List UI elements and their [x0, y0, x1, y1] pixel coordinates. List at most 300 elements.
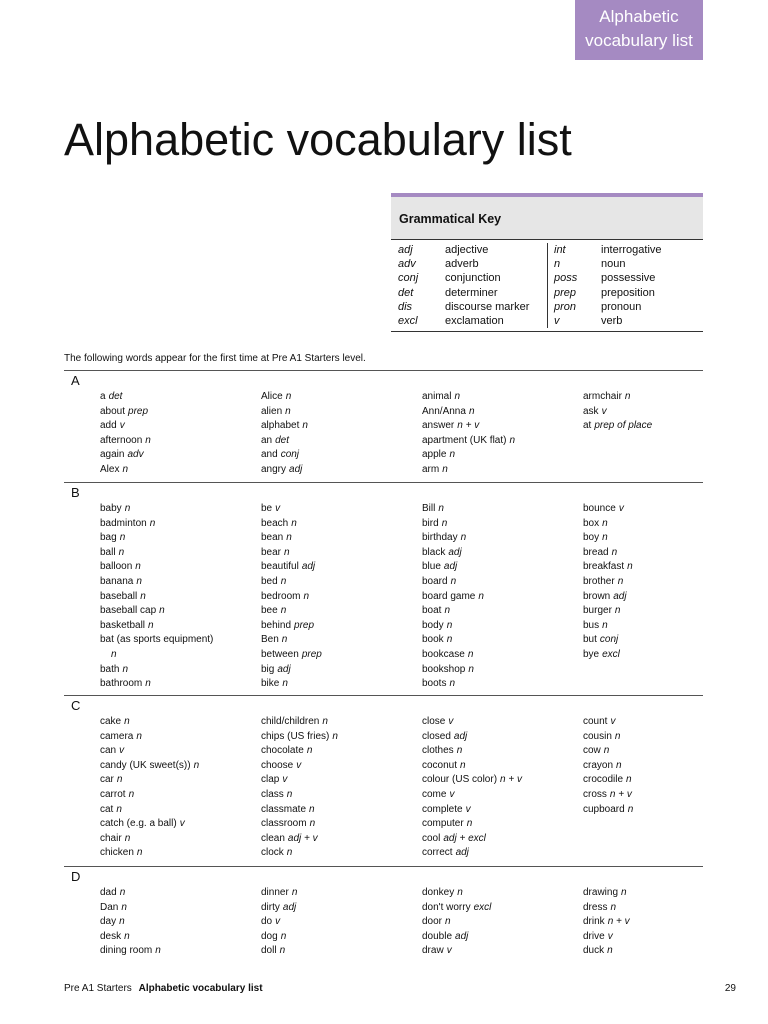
entry-word: book: [422, 634, 444, 646]
key-row: [398, 243, 547, 257]
vocabulary-entry: [422, 663, 583, 678]
vocabulary-entry: [422, 846, 583, 861]
entry-part-of-speech: n: [286, 788, 293, 800]
entry-word: banana: [100, 575, 134, 587]
entry-part-of-speech: n: [121, 901, 127, 913]
entry-part-of-speech: n: [616, 759, 622, 771]
entry-word: body: [422, 619, 444, 631]
entry-part-of-speech: n: [614, 605, 621, 617]
entry-part-of-speech: n: [148, 619, 154, 631]
entry-word: cross: [583, 788, 607, 800]
entry-word: box: [583, 517, 600, 529]
vocabulary-entry: [261, 590, 422, 605]
entry-word: ask: [583, 405, 599, 417]
entry-word: baseball cap: [100, 605, 157, 617]
entry-part-of-speech: n: [621, 887, 627, 898]
vocabulary-entry: [100, 944, 261, 959]
section-tab-line-2: vocabulary list: [585, 31, 693, 50]
entry-part-of-speech: n: [442, 463, 448, 475]
entry-word: candy (UK sweet(s)): [100, 759, 191, 771]
entry-word: be: [261, 503, 273, 514]
entry-word: bear: [261, 546, 282, 558]
entry-part-of-speech: det: [275, 434, 290, 446]
entry-word: doll: [261, 945, 277, 957]
vocabulary-entry: [100, 677, 261, 692]
vocabulary-entry: [422, 944, 583, 959]
entry-part-of-speech: n: [614, 730, 621, 742]
entry-part-of-speech: n: [279, 945, 286, 957]
entry-word: camera: [100, 730, 134, 742]
key-abbreviation: prep: [554, 286, 577, 299]
vocabulary-entry: [100, 575, 261, 590]
entry-part-of-speech: n: [124, 930, 130, 942]
vocabulary-entry: [100, 886, 261, 901]
vocabulary-entry: [261, 832, 422, 847]
vocabulary-entry: [422, 633, 583, 648]
entry-word: apartment (UK flat): [422, 434, 507, 446]
entry-part-of-speech: n: [282, 678, 288, 690]
vocabulary-entry: [422, 604, 583, 619]
entry-part-of-speech: n: [610, 901, 617, 913]
vocabulary-entry: [261, 575, 422, 590]
entry-word: car: [100, 774, 114, 786]
section-c: [64, 695, 703, 866]
vocabulary-entry: [100, 846, 261, 861]
vocabulary-entry: [422, 463, 583, 478]
key-meaning: noun: [601, 258, 626, 271]
vocabulary-entry: [422, 744, 583, 759]
key-abbreviation: det: [398, 286, 414, 299]
word-column: [422, 502, 583, 692]
entry-part-of-speech: v: [119, 745, 125, 757]
vocabulary-entry: [261, 759, 422, 774]
vocabulary-entry: [100, 915, 261, 930]
entry-word: bye: [583, 648, 600, 660]
entry-part-of-speech: n: [118, 546, 125, 558]
vocabulary-entry: [583, 730, 744, 745]
section-letter: D: [71, 869, 81, 884]
entry-part-of-speech: prep: [128, 405, 149, 417]
entry-part-of-speech: v: [607, 930, 613, 942]
entry-word: bookcase: [422, 648, 465, 660]
entry-word: board game: [422, 590, 476, 602]
vocabulary-entry: [100, 648, 261, 663]
section-letter: B: [71, 485, 80, 500]
entry-word: alphabet: [261, 420, 300, 432]
vocabulary-entry: [100, 744, 261, 759]
vocabulary-entry: [583, 546, 744, 561]
entry-part-of-speech: n: [306, 745, 313, 757]
entry-word: classroom: [261, 818, 307, 830]
vocabulary-entry: [261, 886, 422, 901]
vocabulary-entry: [583, 648, 744, 663]
vocabulary-entry: [261, 560, 422, 575]
key-abbreviation: n: [554, 258, 561, 271]
word-column: [261, 502, 422, 692]
vocabulary-entry: [422, 715, 583, 730]
word-columns: [100, 390, 744, 478]
vocabulary-entry: [422, 390, 583, 405]
vocabulary-entry: [261, 930, 422, 945]
word-column: [583, 502, 744, 692]
entry-word: bounce: [583, 503, 616, 514]
vocabulary-entry: [422, 817, 583, 832]
entry-word: dad: [100, 887, 117, 898]
vocabulary-entry: [422, 502, 583, 517]
vocabulary-entry: [261, 803, 422, 818]
vocabulary-entry: [261, 901, 422, 916]
entry-word: arm: [422, 463, 440, 475]
entry-word: alien: [261, 405, 283, 417]
entry-word: balloon: [100, 561, 133, 573]
vocabulary-entry: [422, 546, 583, 561]
vocabulary-entry: [100, 419, 261, 434]
vocabulary-entry: [583, 560, 744, 575]
entry-word: drawing: [583, 887, 619, 898]
entry-word: cupboard: [583, 803, 625, 815]
entry-word: animal: [422, 391, 452, 402]
word-column: [422, 886, 583, 959]
vocabulary-entry: [261, 434, 422, 449]
entry-part-of-speech: n: [124, 716, 130, 727]
entry-word: bag: [100, 532, 117, 544]
entry-part-of-speech: n: [286, 532, 292, 544]
key-abbreviation: adj: [398, 244, 413, 256]
entry-word: a: [100, 391, 106, 402]
entry-part-of-speech: v: [448, 716, 454, 727]
entry-word: cow: [583, 745, 601, 757]
entry-word: bee: [261, 605, 278, 617]
entry-part-of-speech: v: [179, 818, 185, 830]
section-d: [64, 866, 703, 966]
entry-part-of-speech: n: [478, 590, 484, 602]
entry-word: Ann/Anna: [422, 405, 466, 417]
entry-part-of-speech: n: [286, 847, 293, 859]
entry-part-of-speech: n: [624, 391, 631, 402]
vocabulary-entry: [100, 663, 261, 678]
key-row: [398, 314, 547, 328]
entry-part-of-speech: n: [285, 405, 291, 417]
word-column: [261, 886, 422, 959]
entry-part-of-speech: n: [603, 745, 610, 757]
entry-word: badminton: [100, 517, 147, 529]
word-column: [583, 715, 744, 861]
entry-part-of-speech: v: [601, 405, 607, 417]
entry-word: big: [261, 663, 275, 675]
entry-part-of-speech: n: [602, 532, 608, 544]
entry-part-of-speech: n + v: [607, 916, 630, 928]
entry-word: draw: [422, 945, 444, 957]
entry-word: count: [583, 716, 608, 727]
vocabulary-entry: [422, 930, 583, 945]
section-tab-line-1: Alphabetic: [599, 7, 679, 26]
entry-word: complete: [422, 803, 463, 815]
entry-part-of-speech: n: [136, 575, 142, 587]
entry-word: but: [583, 634, 597, 646]
footer-level: Pre A1 Starters: [64, 983, 132, 994]
vocabulary-entry: [100, 502, 261, 517]
entry-part-of-speech: v: [275, 503, 281, 514]
vocabulary-entry: [261, 944, 422, 959]
entry-word: burger: [583, 605, 612, 617]
entry-part-of-speech: v: [465, 803, 471, 815]
vocabulary-entry: [422, 575, 583, 590]
key-abbreviation: poss: [554, 272, 578, 285]
entry-word: drink: [583, 916, 605, 928]
entry-part-of-speech: adj: [301, 561, 316, 573]
vocabulary-entry: [100, 448, 261, 463]
entry-part-of-speech: adj: [443, 561, 458, 573]
entry-word: boy: [583, 532, 600, 544]
vocabulary-entry: [583, 744, 744, 759]
entry-part-of-speech: n: [291, 887, 298, 898]
entry-part-of-speech: n: [446, 634, 453, 646]
vocabulary-entry: [261, 531, 422, 546]
vocabulary-entry: [261, 604, 422, 619]
entry-word: classmate: [261, 803, 307, 815]
entry-word: add: [100, 420, 117, 432]
entry-part-of-speech: n: [460, 759, 466, 771]
vocabulary-entry: [100, 390, 261, 405]
entry-word: cool: [422, 832, 441, 844]
key-abbreviation: int: [554, 244, 566, 256]
entry-word: between: [261, 648, 299, 660]
vocabulary-entry: [583, 715, 744, 730]
vocabulary-entry: [422, 886, 583, 901]
vocabulary-entry: [261, 619, 422, 634]
entry-word: cake: [100, 716, 122, 727]
word-column: [583, 390, 744, 478]
word-columns: [100, 502, 744, 692]
entry-part-of-speech: n: [438, 503, 444, 514]
entry-word: clean: [261, 832, 285, 844]
vocabulary-entry: [100, 773, 261, 788]
key-row: [554, 300, 703, 314]
key-meaning: interrogative: [601, 244, 662, 256]
word-column: [100, 502, 261, 692]
footer-section-name: Alphabetic vocabulary list: [138, 983, 263, 994]
vocabulary-entry: [261, 817, 422, 832]
entry-word: Alice: [261, 391, 283, 402]
vocabulary-entry: [261, 648, 422, 663]
entry-word: cousin: [583, 730, 612, 742]
entry-word: choose: [261, 759, 294, 771]
entry-part-of-speech: prep: [294, 619, 315, 631]
entry-part-of-speech: n: [135, 561, 141, 573]
key-row: [554, 286, 703, 300]
vocabulary-entry: [422, 419, 583, 434]
entry-part-of-speech: adj: [453, 730, 468, 742]
entry-part-of-speech: adj + excl: [443, 832, 486, 844]
vocabulary-entry: [422, 730, 583, 745]
entry-word: bookshop: [422, 663, 466, 675]
key-meaning: determiner: [445, 286, 498, 299]
entry-part-of-speech: n: [309, 803, 315, 815]
vocabulary-entry: [422, 803, 583, 818]
entry-word: can: [100, 745, 117, 757]
key-row: [554, 257, 703, 271]
vocabulary-entry: [100, 560, 261, 575]
entry-part-of-speech: n: [280, 575, 287, 587]
entry-part-of-speech: n: [145, 434, 151, 446]
vocabulary-entry: [100, 930, 261, 945]
entry-word: brother: [583, 575, 615, 587]
entry-part-of-speech: n: [302, 420, 308, 432]
vocabulary-entry: [422, 434, 583, 449]
vocabulary-entry: [422, 531, 583, 546]
entry-part-of-speech: n: [468, 663, 474, 675]
grammatical-key: [391, 193, 703, 332]
entry-part-of-speech: v: [610, 716, 616, 727]
vocabulary-entry: [422, 901, 583, 916]
entry-part-of-speech: n: [626, 774, 632, 786]
entry-word: crocodile: [583, 774, 624, 786]
entry-part-of-speech: adj: [289, 463, 303, 475]
entry-part-of-speech: n: [119, 887, 126, 898]
entry-word: and: [261, 449, 278, 461]
vocabulary-entry: [100, 803, 261, 818]
key-meaning: pronoun: [601, 300, 642, 313]
key-meaning: discourse marker: [445, 300, 530, 313]
vocabulary-entry: [261, 788, 422, 803]
key-meaning: preposition: [601, 286, 655, 299]
entry-word: bird: [422, 517, 439, 529]
entry-word: closed: [422, 730, 451, 742]
entry-word: correct: [422, 847, 453, 859]
entry-word: Alex: [100, 463, 120, 475]
entry-part-of-speech: prep: [301, 648, 322, 660]
key-row: [398, 271, 547, 285]
key-heading: Grammatical Key: [391, 197, 703, 240]
entry-part-of-speech: v: [119, 420, 125, 432]
vocabulary-entry: [422, 648, 583, 663]
entry-word: breakfast: [583, 561, 625, 573]
key-row: [398, 257, 547, 271]
vocabulary-entry: [100, 531, 261, 546]
section-a: [64, 370, 703, 482]
entry-word: bean: [261, 532, 284, 544]
vocabulary-entry: [261, 390, 422, 405]
entry-part-of-speech: det: [108, 391, 123, 402]
entry-word: bat (as sports equipment): [100, 634, 214, 646]
vocabulary-entry: [583, 419, 744, 434]
entry-part-of-speech: n: [140, 590, 146, 602]
entry-part-of-speech: n: [468, 405, 475, 417]
key-row: [398, 300, 547, 314]
vocabulary-entry: [422, 832, 583, 847]
vocabulary-entry: [261, 677, 422, 692]
vocabulary-entry: [422, 560, 583, 575]
entry-word: about: [100, 405, 126, 417]
entry-part-of-speech: conj: [280, 449, 300, 461]
vocabulary-entry: [583, 590, 744, 605]
entry-part-of-speech: adj: [613, 590, 627, 602]
vocabulary-entry: [583, 390, 744, 405]
entry-word: basketball: [100, 619, 146, 631]
key-abbreviation: adv: [398, 258, 416, 271]
vocabulary-entry: [261, 463, 422, 478]
entry-part-of-speech: n: [457, 887, 463, 898]
vocabulary-entry: [422, 677, 583, 692]
entry-part-of-speech: n: [449, 678, 456, 690]
vocabulary-entry: [583, 788, 744, 803]
key-row: [398, 286, 547, 300]
entry-word: bath: [100, 663, 120, 675]
entry-part-of-speech: adj: [455, 847, 469, 859]
vocabulary-entry: [422, 773, 583, 788]
vocabulary-entry: [100, 434, 261, 449]
vocabulary-entry: [100, 715, 261, 730]
entry-part-of-speech: n: [627, 803, 634, 815]
entry-word: Ben: [261, 634, 279, 646]
entry-part-of-speech: adv: [127, 449, 144, 461]
entry-part-of-speech: n: [322, 716, 328, 727]
entry-part-of-speech: n: [509, 434, 516, 446]
vocabulary-entry: [422, 759, 583, 774]
entry-word: clothes: [422, 745, 454, 757]
word-columns: [100, 886, 744, 959]
key-column-right: [547, 243, 703, 328]
entry-word: cat: [100, 803, 114, 815]
entry-word: birthday: [422, 532, 458, 544]
entry-part-of-speech: n: [124, 503, 131, 514]
entry-part-of-speech: n + v: [609, 788, 632, 800]
entry-part-of-speech: adj: [455, 930, 469, 942]
vocabulary-entry: [422, 517, 583, 532]
entry-word: behind: [261, 619, 292, 631]
entry-word: computer: [422, 818, 464, 830]
key-meaning: exclamation: [445, 315, 504, 328]
vocabulary-entry: [583, 531, 744, 546]
vocabulary-entry: [583, 604, 744, 619]
entry-word: angry: [261, 463, 287, 475]
entry-part-of-speech: v: [446, 945, 452, 957]
entry-word: dining room: [100, 945, 153, 957]
entry-part-of-speech: n: [332, 730, 338, 742]
entry-part-of-speech: n: [136, 730, 142, 742]
vocabulary-entry: [100, 788, 261, 803]
entry-part-of-speech: n: [460, 532, 467, 544]
vocabulary-entry: [583, 915, 744, 930]
entry-word: chair: [100, 832, 122, 844]
entry-part-of-speech: n + v: [457, 420, 480, 432]
entry-part-of-speech: n: [627, 561, 633, 573]
entry-word: donkey: [422, 887, 455, 898]
entry-word: catch (e.g. a ball): [100, 818, 177, 830]
vocabulary-entry: [583, 502, 744, 517]
entry-part-of-speech: n + v: [500, 774, 522, 786]
entry-word: clock: [261, 847, 284, 859]
entry-word: boots: [422, 678, 447, 690]
vocabulary-entry: [583, 405, 744, 420]
entry-word: again: [100, 449, 125, 461]
key-meaning: verb: [601, 315, 623, 328]
section-letter: C: [71, 698, 81, 713]
entry-word: chips (US fries): [261, 730, 330, 742]
entry-part-of-speech: n: [466, 818, 473, 830]
key-meaning: adverb: [445, 258, 479, 271]
vocabulary-entry: [100, 590, 261, 605]
entry-part-of-speech: n: [611, 546, 618, 558]
vocabulary-entry: [261, 773, 422, 788]
word-column: [100, 715, 261, 861]
entry-part-of-speech: n: [446, 619, 453, 631]
key-column-left: [391, 243, 547, 328]
key-meaning: conjunction: [445, 272, 501, 285]
entry-part-of-speech: n: [145, 678, 151, 690]
entry-part-of-speech: n: [155, 945, 161, 957]
entry-word: do: [261, 916, 273, 928]
